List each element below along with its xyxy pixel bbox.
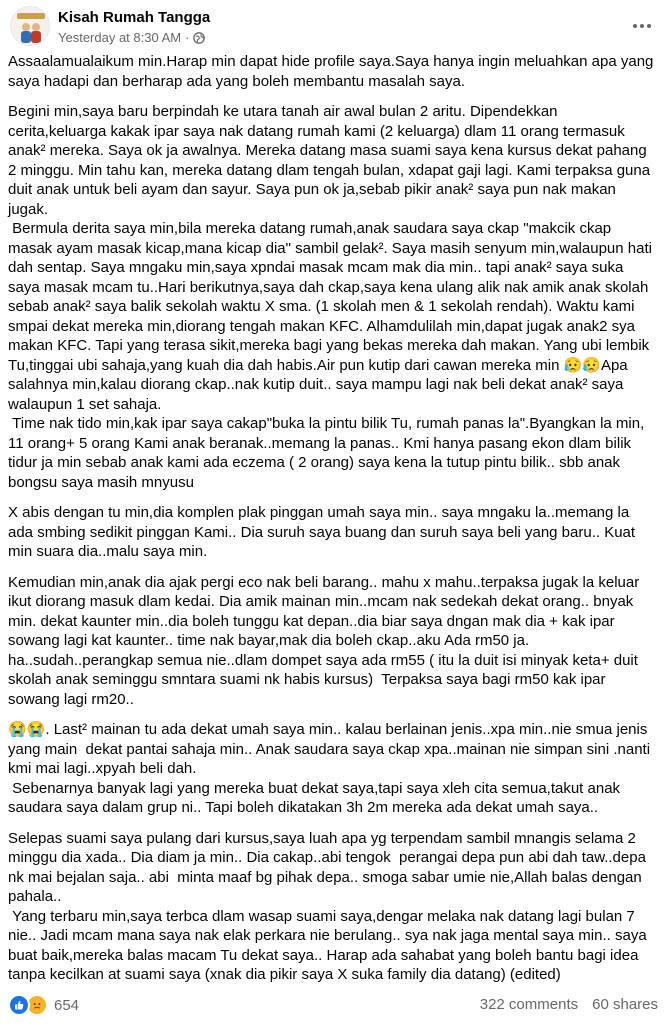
post-paragraph: Assaalamualaikum min.Harap min dapat hide profile saya.Saya hanya ingin meluahkan apa yang saya hadapi dan berharap ada yang boleh membantu masalah saya. <box>8 53 658 90</box>
shares-count[interactable]: 60 shares <box>592 996 658 1013</box>
reaction-count: 654 <box>54 996 80 1014</box>
page-name[interactable]: Kisah Rumah Tangga <box>58 9 211 26</box>
meta-separator: · <box>185 30 190 45</box>
engagement-counts <box>480 996 658 1013</box>
globe-icon[interactable] <box>193 32 205 44</box>
post-header <box>0 0 670 52</box>
post-paragraph: X abis dengan tu min,dia komplen plak pinggan umah saya min.. saya mngaku la..memang la ada smbing sedikit pinggan Kami.. Dia suruh saya buang dan suruh saya beli yang baru.. Kuat min suara dia..malu saya min. <box>8 504 640 560</box>
post-paragraph: Kemudian min,anak dia ajak pergi eco nak beli barang.. mahu x mahu..terpaksa jugak la keluar ikut diorang masuk dlam kedai. Dia amik mainan min..mcam nak sedekah dekat orang.. bnyak min. dekat kaunter min..dia boleh tunggu kat depan..dia biar saya dngan mak dia + kak ipar sowang lagi kat kaunter.. time nak bayar,mak dia boleh ckap..aku Ada rm50 ja. ha..sudah..perangkap semua nie..dlam dompet saya ada rm55 ( itu la duit isi minyak keta+ duit skolah anak seminggu smntara suami nk habis kursus) Terpaksa saya bagi rm50 kak ipar sowang lagi rm20.. <box>8 573 644 708</box>
page-logo-icon <box>11 7 50 46</box>
more-options-icon[interactable] <box>628 12 656 40</box>
comments-count[interactable]: 322 comments <box>479 996 579 1013</box>
post-paragraph: Begini min,saya baru berpindah ke utara tanah air awal bulan 2 aritu. Dipendekkan cerita,keluarga kakak ipar saya nak datang rumah kami (2 keluarga) dlam 11 orang termasuk anak² mereka. Saya ok ja awalnya. Mereka datang masa suami saya kena kursus dekat pahang 2 minggu. Min tahu kan, mereka datang dlam tengah bulan, xdapat gaji lagi. Kami terpaksa guna duit anak untuk beli ayam dan sayur. Saya pun ok ja,sebab pikir anak² saya pun nak makan jugak. Bermula derita saya min,bila mereka datang rumah,anak saudara saya ckap "makcik ckap masak ayam masak kicap,mana kicap dia" sambil gelak². Saya masih senyum min,walaupun hati dah sentap. Saya mngaku min,saya xpndai masak mcam mak dia min.. tapi anak² saya suka saya masak mcam tu..Hari berikutnya,saya dah ckap,saya kena ulang alik nak amik anak skolah sebab anak² saya balik sekolah waktu X sma. (1 skolah men & 1 sekolah rendah). Waktu kami smpai dekat mereka min,diorang tengah makan KFC. Alhamdulilah min,dapat jugak anak2 sya makan KFC. Tapi yang terasa sikit,mereka bagi yang bekas mereka dah makan. Yang ubi lembik Tu,tinggai ubi sahaja,yang kuah dia dah habis.Air pun kutip dari cawan mereka min 😥😥Apa salahnya min,kalau diorang ckap..nak kutip duit.. saya mampu lagi nak beli dekat anak² saya walaupun 1 set sahaja. Time nak tido min,kak ipar saya cakap"buka la pintu bilik Tu, rumah panas la".Byangkan la min, 11 orang+ 5 orang Kami anak beranak..memang la panas.. Kmi hanya pasang ekon dlam bilik tidur ja min sebab anak kami ada eczema ( 2 orang) saya kena la tutup pintu bilik.. sbb anak bongsu saya masih mnyusu <box>8 103 652 491</box>
like-icon <box>8 994 30 1016</box>
reactions-summary[interactable] <box>8 994 79 1016</box>
post-meta <box>58 30 205 45</box>
post-body <box>0 52 670 985</box>
post-timestamp[interactable]: Yesterday at 8:30 AM <box>58 30 182 45</box>
post-paragraph: 😭😭. Last² mainan tu ada dekat umah saya min.. kalau berlainan jenis..xpa min..nie smua jenis yang main dekat pantai sahaja min.. Anak saudara saya ckap xpa..mainan nie simpan sini .nanti kmi mai lagi..xpyah beli dah. Sebenarnya banyak lagi yang mereka buat dekat saya,tapi saya xleh cita semua,takut anak saudara saya dalam grup ni.. Tapi boleh dikatakan 3h 2m mereka ada dekat umah saya.. <box>8 721 651 816</box>
page-avatar[interactable] <box>10 6 50 46</box>
post-footer <box>0 992 670 1018</box>
post-paragraph: Selepas suami saya pulang dari kursus,saya luah apa yg terpendam sambil mnangis selama 2 minggu dia xada.. Dia diam ja min.. Dia cakap..abi tengok perangai depa pun abi dah taw..depa nk mai bejalan saja.. abi minta maaf bg pihak depa.. smoga sabar umie nie,Allah balas dengan pahala.. Yang terbaru min,saya terbca dlam wasap suami saya,dengar melaka nak datang lagi bulan 7 nie.. Jadi mcam mana saya nak elak perkara nie berulang.. sya nak jaga mental saya min.. saya buat baik,mereka balas macam Tu dekat saya.. Harap ada sahabat yang boleh bantu bagi idea tanpa kecilkan at suami saya (xnak dia pikir saya X suka family dia datang) (edited) <box>8 829 647 983</box>
